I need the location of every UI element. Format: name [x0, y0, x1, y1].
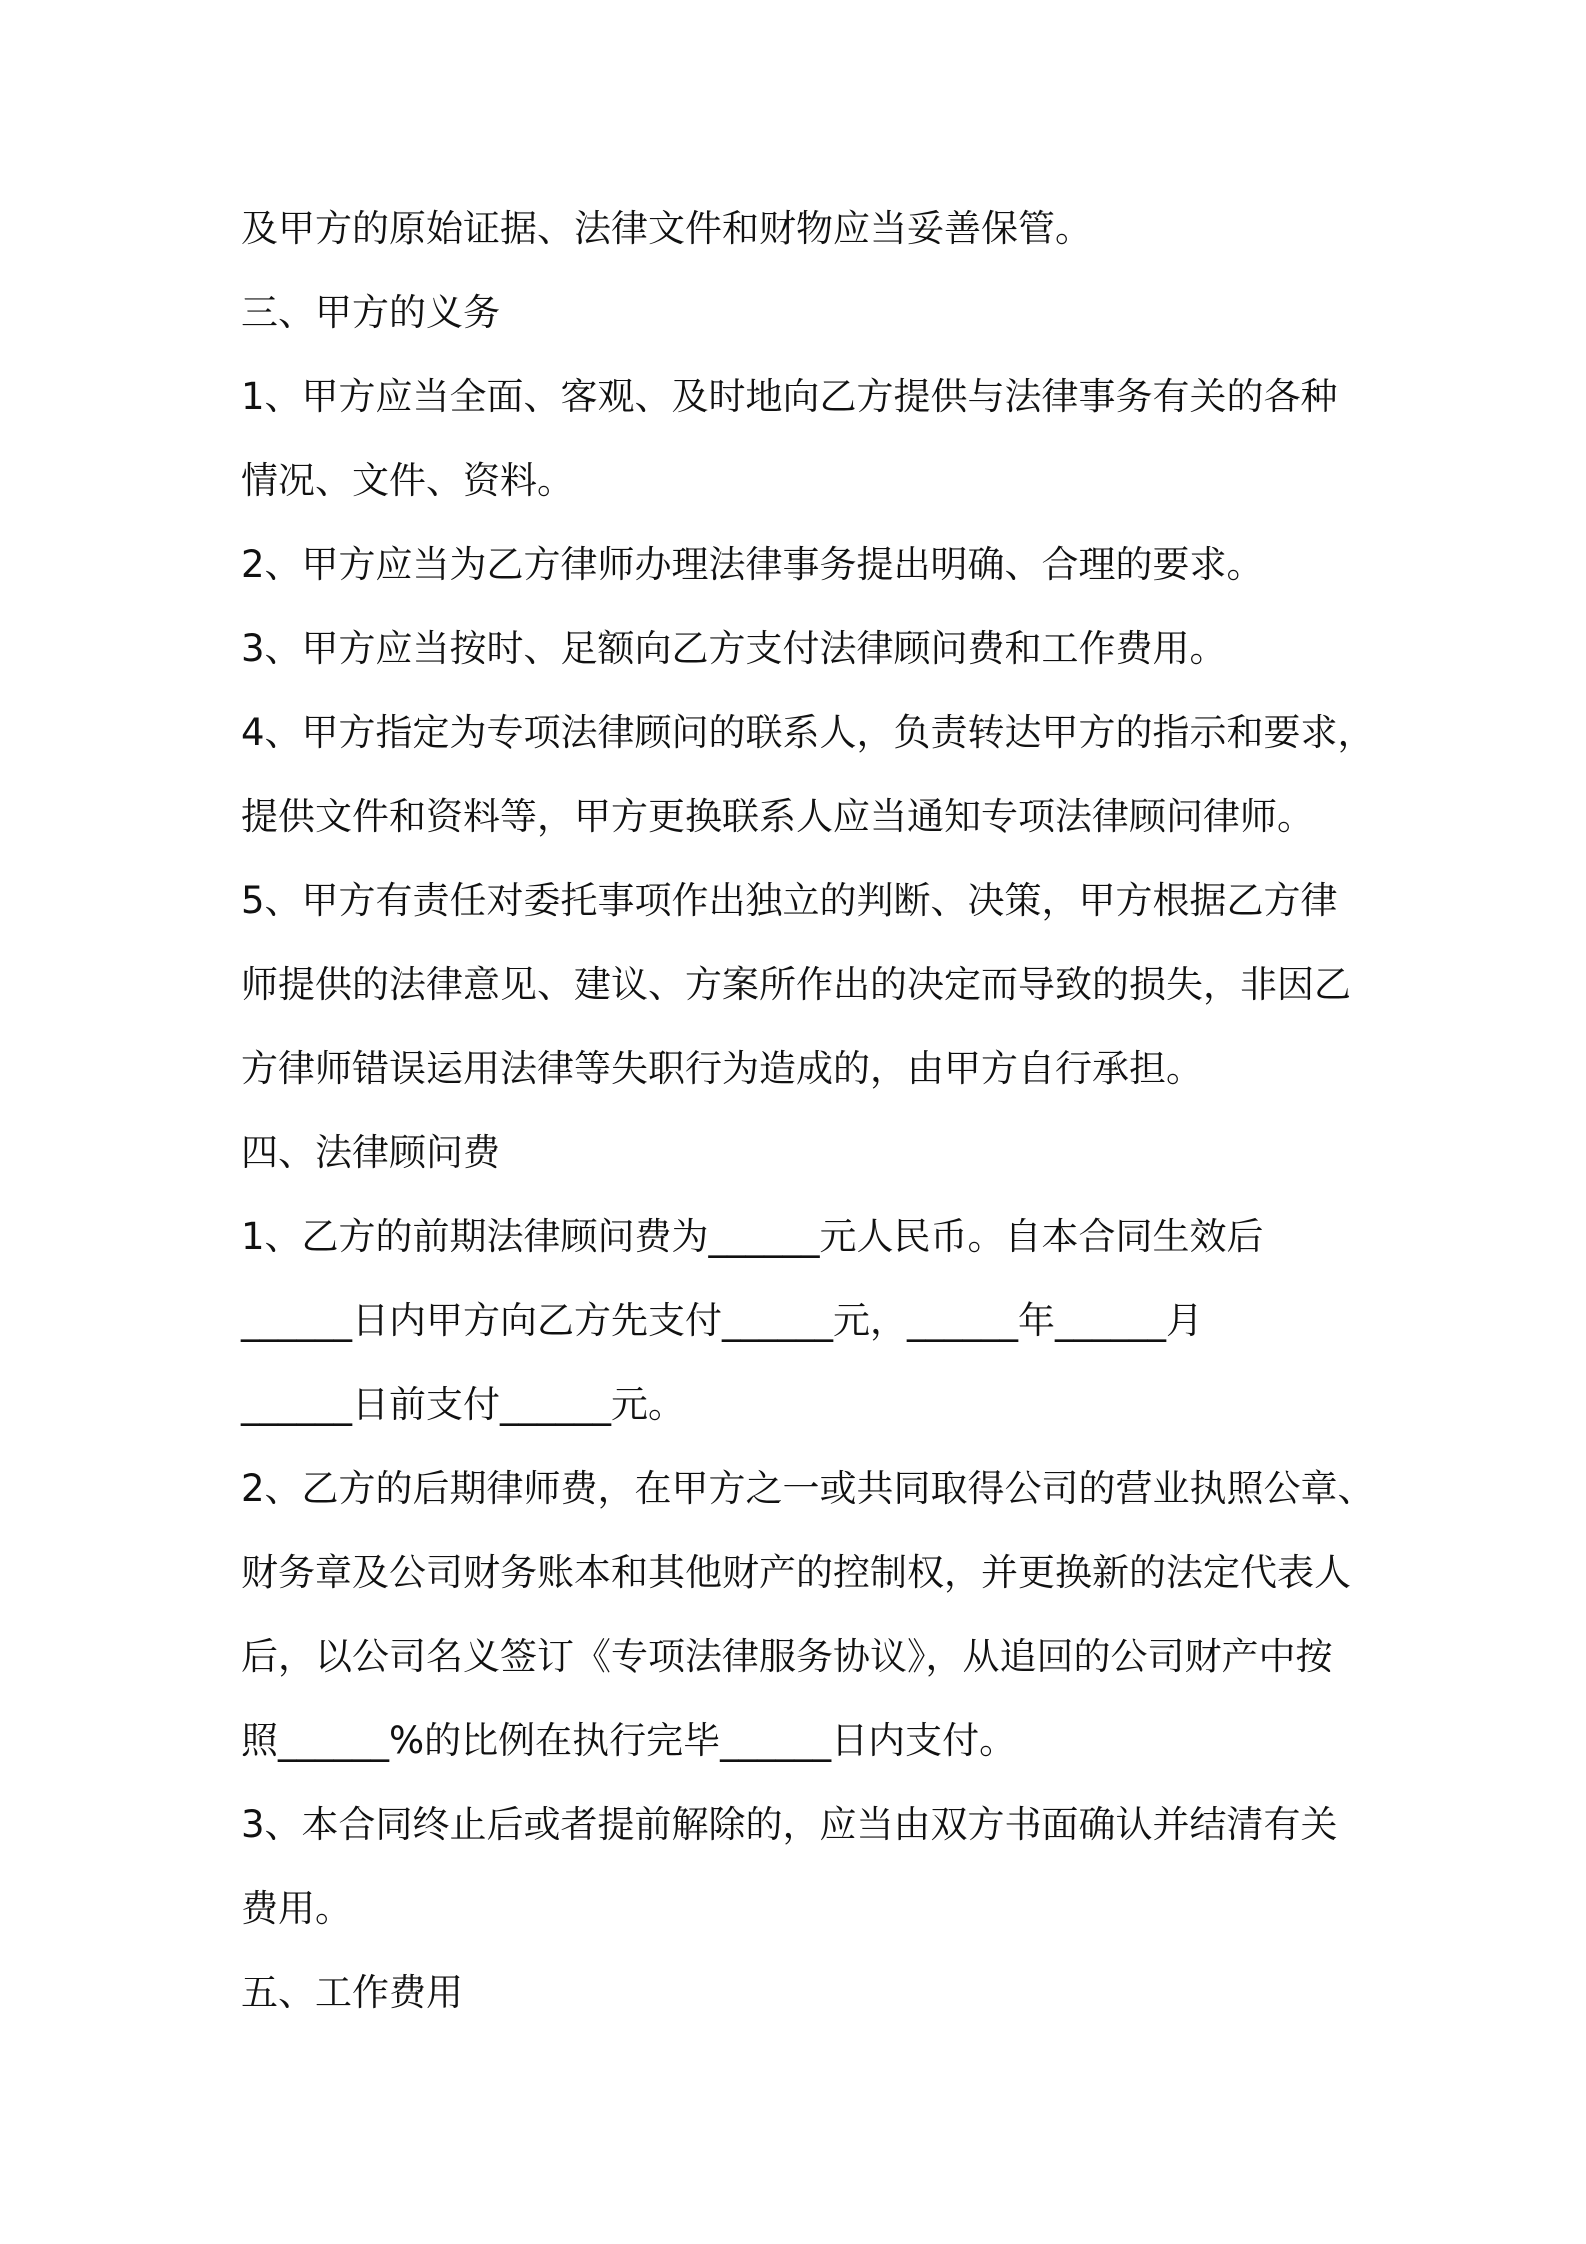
text-line: 及甲方的原始证据、法律文件和财物应当妥善保管。 [241, 207, 1092, 250]
text-line: 3、本合同终止后或者提前解除的，应当由双方书面确认并结清有关 [241, 1803, 1338, 1846]
section-heading: 三、甲方的义务 [241, 291, 500, 334]
text-line: 3、甲方应当按时、足额向乙方支付法律顾问费和工作费用。 [241, 627, 1227, 670]
text-line: 方律师错误运用法律等失职行为造成的，由甲方自行承担。 [241, 1047, 1203, 1090]
text-line: 1、乙方的前期法律顾问费为______元人民币。自本合同生效后 [241, 1215, 1264, 1258]
text-line: 情况、文件、资料。 [241, 459, 574, 502]
text-line: 后，以公司名义签订《专项法律服务协议》，从追回的公司财产中按 [241, 1635, 1333, 1678]
text-line: 2、甲方应当为乙方律师办理法律事务提出明确、合理的要求。 [241, 543, 1264, 586]
section-heading: 四、法律顾问费 [241, 1131, 500, 1174]
text-line: 费用。 [241, 1887, 352, 1930]
text-line: ______日内甲方向乙方先支付______元，______年______月 [241, 1299, 1203, 1342]
text-line: 师提供的法律意见、建议、方案所作出的决定而导致的损失，非因乙 [241, 963, 1351, 1006]
text-line: 照______%的比例在执行完毕______日内支付。 [241, 1719, 1017, 1762]
text-line: 5、甲方有责任对委托事项作出独立的判断、决策，甲方根据乙方律 [241, 879, 1338, 922]
text-line: 提供文件和资料等，甲方更换联系人应当通知专项法律顾问律师。 [241, 795, 1314, 838]
text-line: 2、乙方的后期律师费，在甲方之一或共同取得公司的营业执照公章、 [241, 1467, 1375, 1510]
text-line: ______日前支付______元。 [241, 1383, 685, 1426]
section-heading: 五、工作费用 [241, 1971, 463, 2014]
text-line: 财务章及公司财务账本和其他财产的控制权，并更换新的法定代表人 [241, 1551, 1351, 1594]
text-line: 1、甲方应当全面、客观、及时地向乙方提供与法律事务有关的各种 [241, 375, 1338, 418]
text-line: 4、甲方指定为专项法律顾问的联系人，负责转达甲方的指示和要求， [241, 711, 1375, 754]
